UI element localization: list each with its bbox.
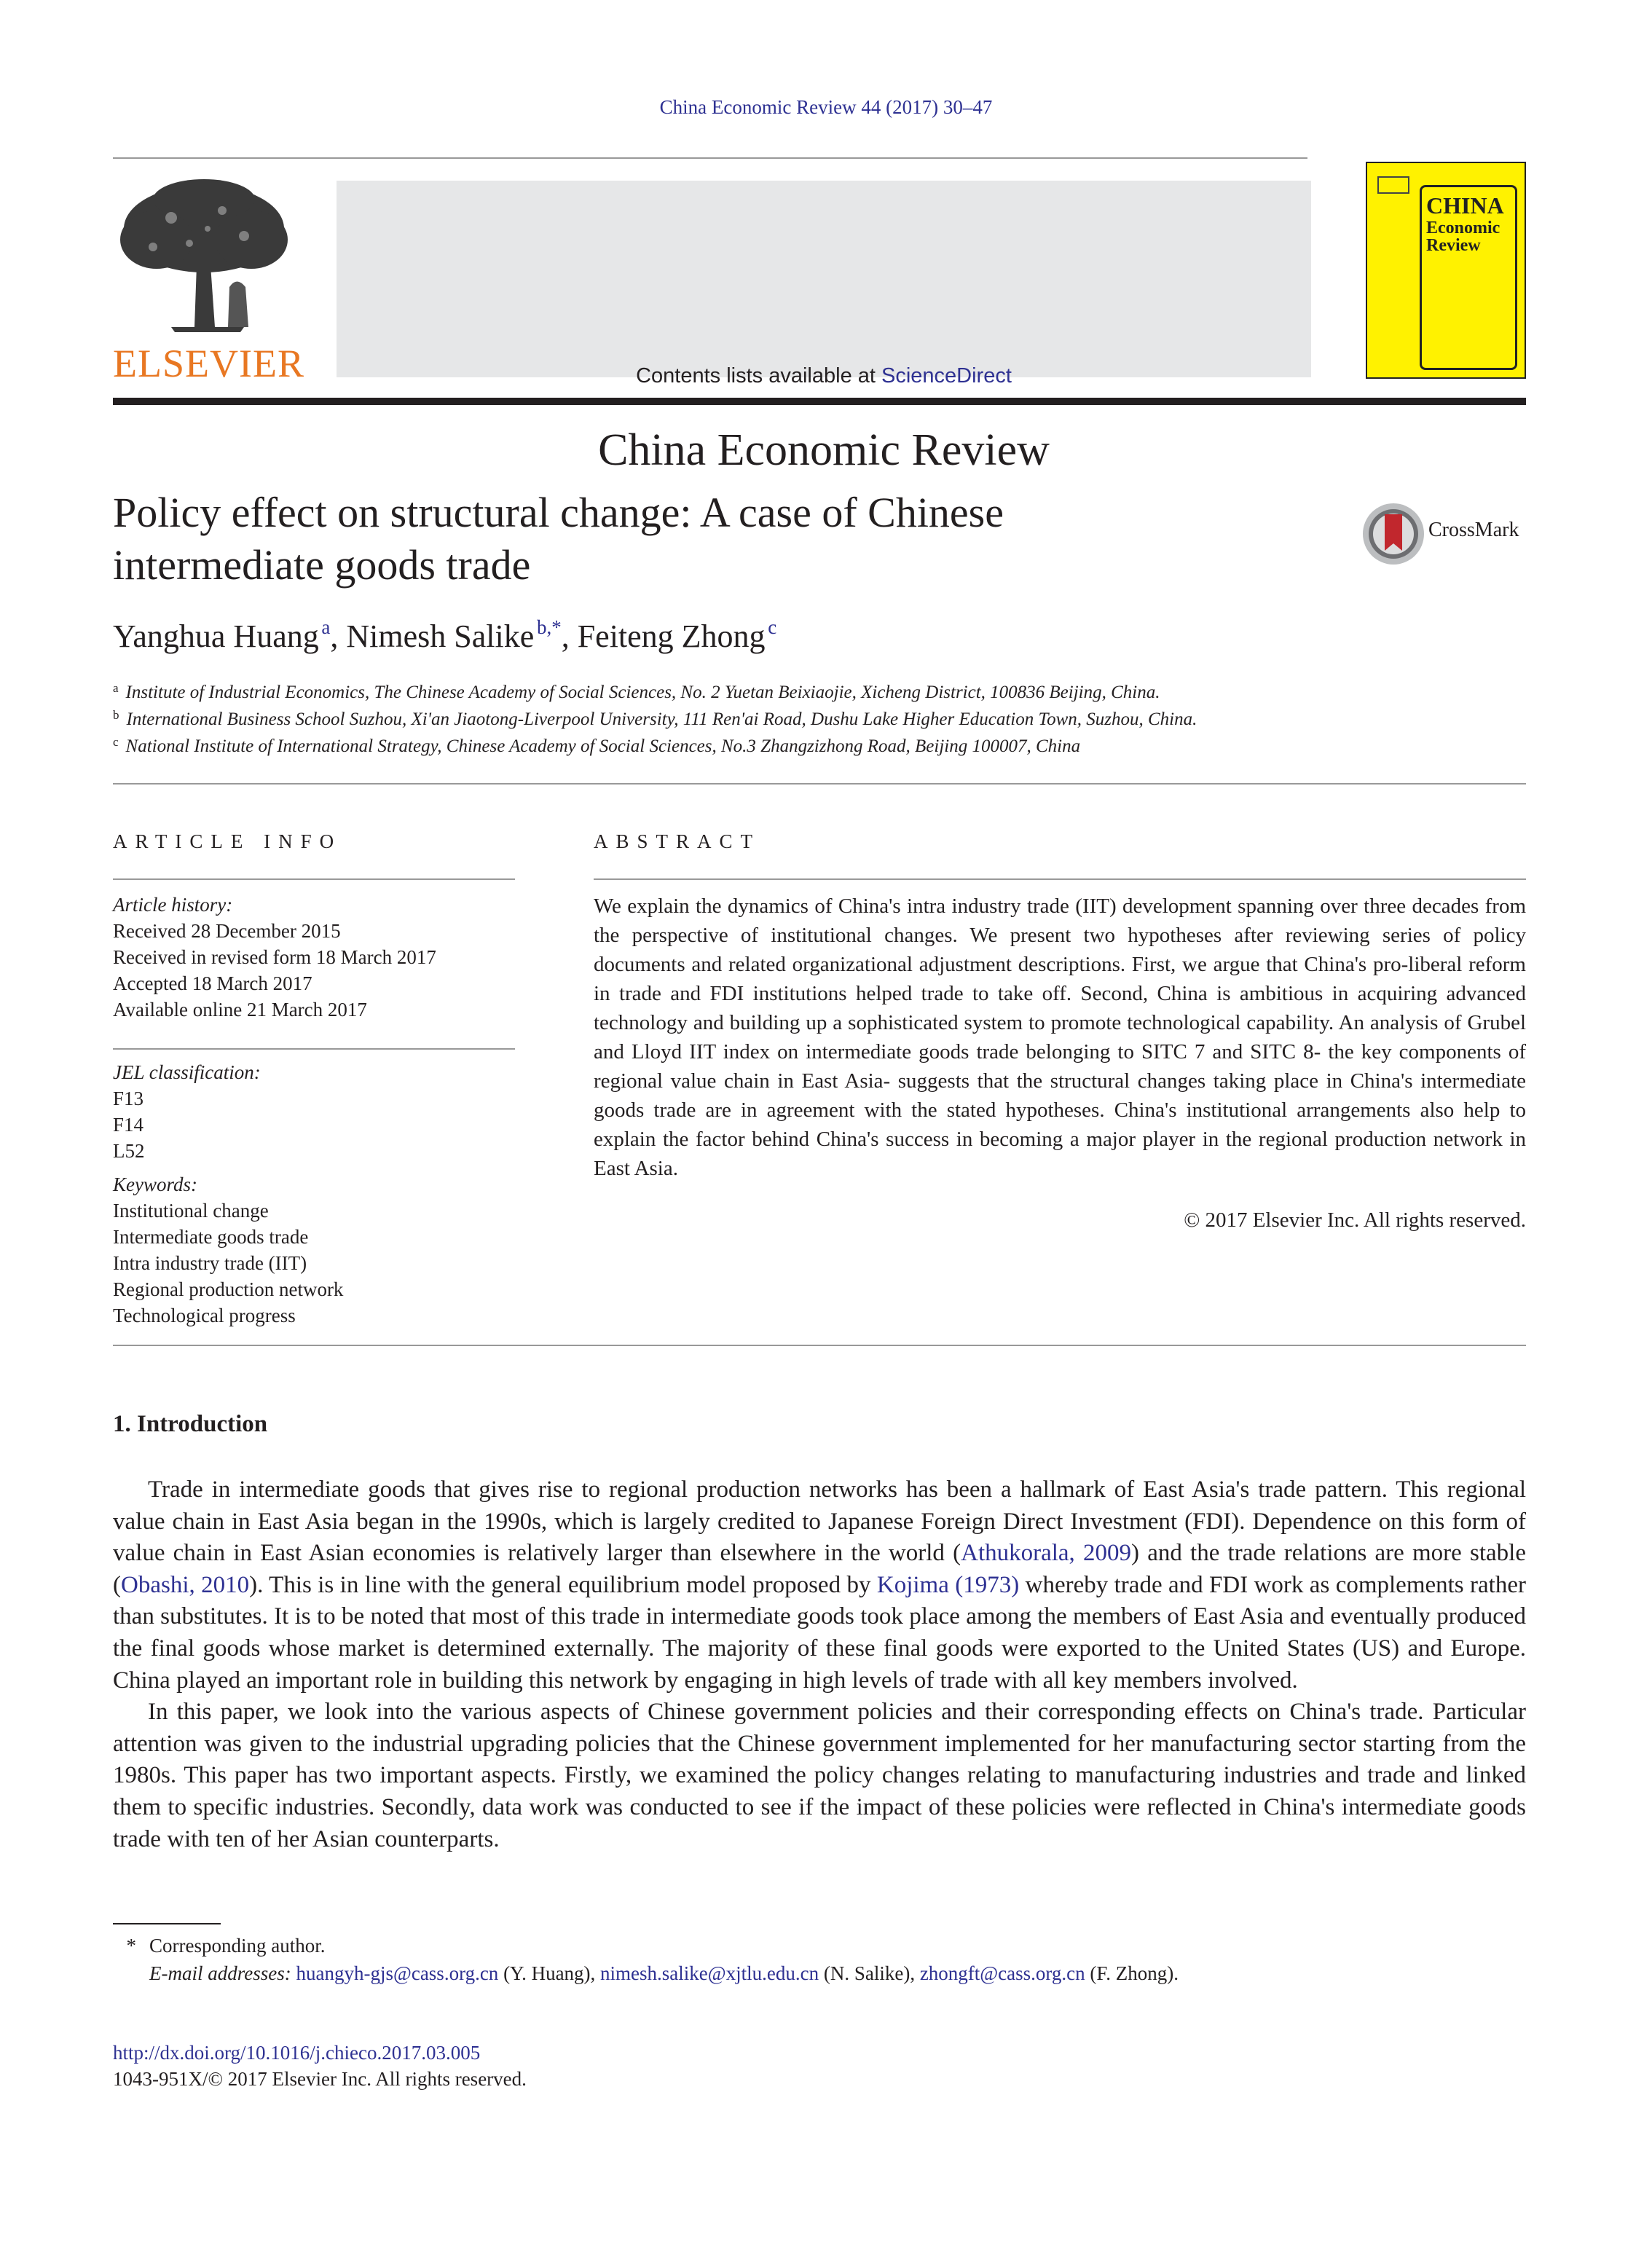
abstract-rule	[594, 878, 1526, 880]
footnote-rule	[113, 1923, 221, 1924]
introduction-body	[113, 1474, 1526, 1855]
author-affil-link[interactable]: a	[321, 616, 331, 638]
abstract-heading: ABSTRACT	[594, 830, 761, 852]
article-info-rule	[113, 1048, 515, 1050]
history-item: Received in revised form 18 March 2017	[113, 946, 436, 968]
journal-title: China Economic Review	[598, 425, 1050, 475]
footnotes	[113, 1932, 1526, 1987]
elsevier-wordmark: ELSEVIER	[113, 342, 304, 385]
history-item: Available online 21 March 2017	[113, 999, 367, 1021]
cover-subtitle: Economic	[1426, 219, 1500, 237]
email-link[interactable]: nimesh.salike@xjtlu.edu.cn	[600, 1962, 819, 1984]
header-rule	[113, 157, 1307, 159]
jel-classification	[113, 1059, 521, 1164]
contents-prefix: Contents lists available at	[636, 364, 881, 388]
abstract-body	[594, 892, 1526, 1183]
cover-frame	[1420, 185, 1517, 370]
paper-title-line: intermediate goods trade	[113, 541, 531, 589]
jel-heading: JEL classification:	[113, 1061, 261, 1083]
cover-subtitle: Review	[1426, 236, 1481, 255]
keyword: Institutional change	[113, 1200, 269, 1222]
author-separator: ,	[330, 618, 347, 654]
footnote-text: Corresponding author.	[149, 1935, 326, 1957]
cover-emblem	[1377, 176, 1409, 194]
email-link[interactable]: huangyh-gjs@cass.org.cn	[296, 1962, 499, 1984]
paper-title	[113, 487, 1278, 591]
footnote-marker: *	[126, 1935, 136, 1957]
author-separator: ,	[561, 618, 578, 654]
jel-code: F14	[113, 1114, 144, 1136]
keywords	[113, 1171, 521, 1329]
abstract-text: We explain the dynamics of China's intra industry trade (IIT) development spanning over three decades from the perspective of institutional changes. We present two hypotheses after reviewing series of policy documents and related organizational adjustment descriptions. First, we argue that China's pro-liberal reform in trade and FDI institutions helped trade to take off. Second, China is ambitious in acquiring advanced technology and building up a sophisticated system to promote technological capability. An analysis of Grubel and Lloyd IIT index on intermediate goods trade belonging to SITC 7 and SITC 8- the key components of regional value chain in East Asia- suggests that the structural changes taking place in China's intermediate goods trade are in agreement with the stated hypotheses. China's institutional arrangements also help to explain the factor behind China's success in becoming a major player in the regional production network in East Asia.	[594, 894, 1526, 1180]
crossmark-icon	[1361, 501, 1426, 567]
email-owner: (N. Salike),	[819, 1962, 920, 1984]
abstract-copyright: © 2017 Elsevier Inc. All rights reserved.	[1184, 1208, 1526, 1232]
header-thick-rule	[113, 398, 1526, 405]
email-link[interactable]: zhongft@cass.org.cn	[919, 1962, 1085, 1984]
citation-link[interactable]: Athukorala, 2009	[961, 1540, 1132, 1567]
article-history-heading: Article history:	[113, 894, 233, 916]
affiliation-label: a	[113, 681, 119, 695]
section-rule	[113, 783, 1526, 785]
affiliation	[113, 679, 1526, 706]
history-item: Received 28 December 2015	[113, 920, 341, 942]
email-owner: (Y. Huang),	[498, 1962, 601, 1984]
author-list	[113, 618, 776, 655]
paragraph: In this paper, we look into the various aspects of Chinese government policies and their corresponding effects on China's trade. Particular attention was given to the industrial upgrading policies that the Chinese government implemented for her manufacturing sector starting from the 1980s. This paper has two important aspects. Firstly, we examined the policy changes relating to manufacturing industries and trade and linked them to specific industries. Secondly, data work was conducted to see if the impact of these policies were reflected in China's intermediate goods trade with ten of her Asian counterparts.	[113, 1699, 1526, 1852]
email-owner: (F. Zhong).	[1085, 1962, 1179, 1984]
affiliation-label: b	[113, 708, 119, 722]
paragraph	[113, 1474, 1526, 1696]
paragraph-text: ) and the trade relations are more stable (	[113, 1540, 1526, 1598]
section-rule	[113, 1345, 1526, 1346]
keyword: Technological progress	[113, 1305, 296, 1326]
keyword: Intra industry trade (IIT)	[113, 1252, 307, 1274]
citation-link[interactable]: Obashi, 2010	[121, 1571, 250, 1598]
article-info-heading: ARTICLE INFO	[113, 830, 342, 852]
paragraph-text: whereby trade and FDI work as complements rather than substitutes. It is to be noted that most of this trade in intermediate goods took place among the members of East Asia and eventually produced the final goods whose market is determined externally. The majority of these final goods were exported to the United States (US) and Europe. China played an important role in building this network by engaging in high levels of trade with all key members involved.	[113, 1571, 1526, 1694]
author-affil-link[interactable]: c	[768, 616, 777, 638]
journal-banner	[337, 181, 1311, 475]
paragraph-text: Trade in intermediate goods that gives rise to regional production networks has been a hallmark of East Asia's trade pattern. This regional value chain in East Asia began in the 1990s, which is largely credited to Japanese Foreign Direct Investment (FDI). Dependence on this form of value chain in East Asian economies is relatively larger than elsewhere in the world (	[113, 1477, 1526, 1567]
jel-code: L52	[113, 1140, 145, 1162]
keyword: Regional production network	[113, 1278, 344, 1300]
author-name: Feiteng Zhong	[577, 618, 766, 654]
affiliations	[113, 679, 1526, 760]
article-info-rule	[113, 878, 515, 880]
keywords-heading: Keywords:	[113, 1173, 197, 1195]
citation-link[interactable]: Kojima (1973)	[876, 1571, 1020, 1598]
section-heading-introduction: 1. Introduction	[113, 1411, 268, 1437]
author-name: Yanghua Huang	[113, 618, 319, 654]
article-history	[113, 892, 521, 1023]
jel-code: F13	[113, 1088, 144, 1109]
paragraph-text: ). This is in line with the general equilibrium model proposed by	[249, 1571, 877, 1598]
author-name: Nimesh Salike	[346, 618, 535, 654]
affiliation	[113, 733, 1526, 760]
author-affil-link[interactable]: b,*	[536, 616, 562, 638]
journal-cover-thumbnail[interactable]	[1366, 162, 1526, 379]
keyword: Intermediate goods trade	[113, 1226, 309, 1248]
cover-title: CHINA	[1426, 192, 1504, 219]
doi-link[interactable]: http://dx.doi.org/10.1016/j.chieco.2017.03.005	[113, 2042, 481, 2064]
affiliation	[113, 706, 1526, 733]
email-addresses	[113, 1959, 1526, 1987]
corresponding-author-note	[113, 1932, 1526, 1959]
affiliation-text: Institute of Industrial Economics, The Chinese Academy of Social Sciences, No. 2 Yuetan Beixiaojie, Xicheng District, 100836 Beijing, China.	[125, 683, 1160, 702]
email-label: E-mail addresses:	[149, 1962, 296, 1984]
history-item: Accepted 18 March 2017	[113, 972, 312, 994]
doi-block	[113, 2040, 527, 2092]
affiliation-text: International Business School Suzhou, Xi'an Jiaotong-Liverpool University, 111 Ren'ai Road, Dushu Lake Higher Education Town, Suzhou, China.	[126, 709, 1197, 729]
paper-title-line: Policy effect on structural change: A case of Chinese	[113, 489, 1004, 536]
crossmark-label: CrossMark	[1428, 519, 1519, 541]
contents-line	[337, 364, 1311, 388]
affiliation-label: c	[113, 735, 119, 749]
affiliation-text: National Institute of International Strategy, Chinese Academy of Social Sciences, No.3 Zhangzizhong Road, Beijing 100007, China	[125, 736, 1081, 756]
crossmark-badge[interactable]	[1361, 501, 1528, 567]
issn-line: 1043-951X/© 2017 Elsevier Inc. All rights reserved.	[113, 2068, 527, 2090]
sciencedirect-link[interactable]: ScienceDirect	[881, 364, 1012, 388]
journal-citation-link[interactable]: China Economic Review 44 (2017) 30–47	[659, 96, 993, 118]
